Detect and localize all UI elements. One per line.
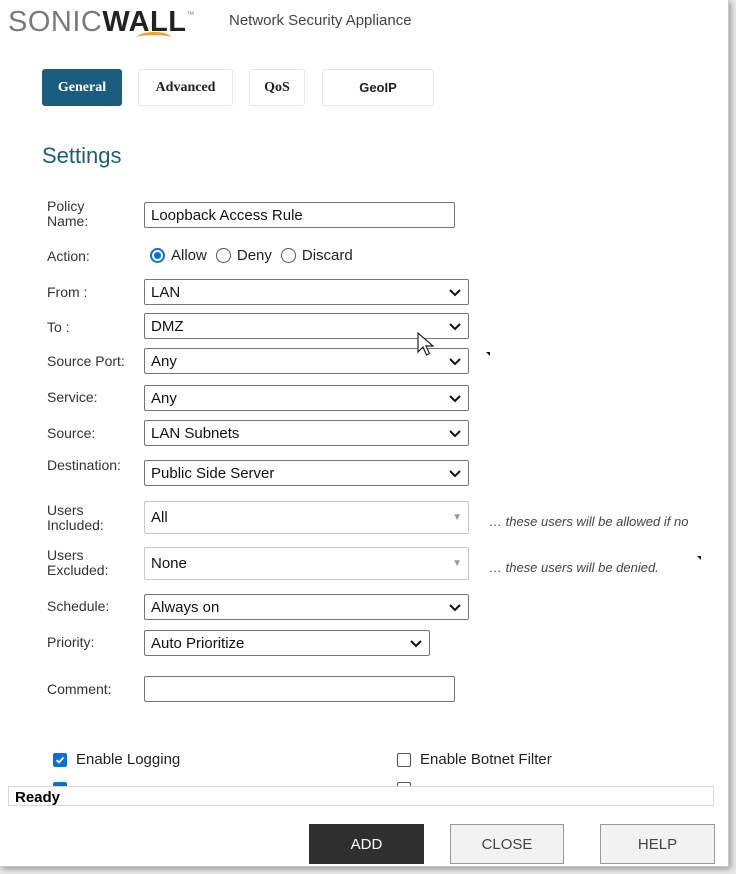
status-text: Ready: [15, 789, 61, 806]
logo-swoosh-icon: [137, 32, 171, 43]
priority-value: Auto Prioritize: [151, 634, 245, 652]
from-label: From :: [47, 284, 88, 300]
radio-deny-button[interactable]: [216, 248, 231, 263]
users-included-label-line2: Included:: [47, 517, 104, 533]
help-button[interactable]: HELP: [600, 824, 715, 864]
priority-select[interactable]: [144, 630, 430, 656]
users-excluded-label: [47, 548, 108, 578]
enable-logging-checkbox[interactable]: [53, 751, 180, 768]
radio-discard-label: Discard: [301, 247, 353, 264]
action-radio-group: [150, 247, 362, 264]
status-bar: [8, 786, 714, 806]
destination-value: Public Side Server: [151, 464, 275, 482]
enable-logging-label: Enable Logging: [76, 751, 181, 768]
users-included-value: All: [151, 509, 168, 526]
users-included-select[interactable]: [144, 501, 469, 534]
policy-name-label-line2: Name:: [47, 213, 89, 229]
corner-mark: [486, 352, 490, 356]
policy-name-label-line1: Policy: [47, 198, 85, 214]
comment-label: Comment:: [47, 681, 112, 697]
users-included-label: [47, 503, 104, 533]
close-button[interactable]: CLOSE: [450, 824, 564, 864]
comment-input[interactable]: [144, 676, 455, 702]
tab-advanced[interactable]: Advanced: [138, 69, 233, 106]
destination-label: Destination:: [47, 457, 121, 473]
users-excluded-note: … these users will be denied.: [489, 560, 659, 575]
chevron-down-icon: [448, 354, 462, 368]
service-label: Service:: [47, 389, 98, 405]
chevron-down-icon: [409, 636, 423, 650]
triangle-down-icon: ▼: [452, 512, 462, 523]
tab-geoip[interactable]: GeoIP: [322, 69, 434, 106]
chevron-down-icon: [448, 285, 462, 299]
add-button[interactable]: ADD: [309, 824, 424, 864]
corner-mark: [697, 556, 701, 560]
schedule-select[interactable]: [144, 594, 469, 620]
service-select[interactable]: [144, 385, 469, 411]
brand-light: SONIC: [8, 6, 103, 38]
radio-allow-button[interactable]: [150, 248, 165, 263]
mouse-cursor-icon: [417, 332, 437, 358]
chevron-down-icon: [448, 319, 462, 333]
tab-general[interactable]: General: [42, 69, 122, 106]
triangle-down-icon: ▼: [452, 558, 462, 569]
enable-botnet-filter-label: Enable Botnet Filter: [420, 751, 552, 768]
schedule-value: Always on: [151, 598, 220, 616]
radio-discard-button[interactable]: [281, 248, 296, 263]
policy-name-label: [47, 199, 88, 229]
action-label: Action:: [47, 248, 90, 264]
sonicwall-logo: [8, 6, 195, 39]
policy-name-value: Loopback Access Rule: [151, 206, 303, 224]
users-excluded-select[interactable]: [144, 547, 469, 580]
brand-bold: WALL: [102, 6, 187, 38]
to-value: DMZ: [151, 317, 184, 335]
source-label: Source:: [47, 425, 96, 441]
users-excluded-label-line2: Excluded:: [47, 562, 109, 578]
tab-qos[interactable]: QoS: [249, 69, 305, 106]
checkmark-icon: [55, 755, 65, 765]
priority-label: Priority:: [47, 634, 95, 650]
radio-allow-label: Allow: [171, 247, 207, 264]
radio-discard[interactable]: [281, 247, 353, 264]
source-select[interactable]: [144, 420, 469, 446]
to-label: To :: [47, 319, 70, 335]
source-port-value: Any: [151, 352, 177, 370]
policy-name-input[interactable]: [144, 202, 455, 228]
users-included-note: … these users will be allowed if no: [489, 514, 689, 529]
from-value: LAN: [151, 283, 181, 301]
checkbox-unchecked-icon[interactable]: [397, 753, 411, 767]
radio-deny[interactable]: [216, 247, 272, 264]
chevron-down-icon: [448, 426, 462, 440]
from-select[interactable]: [144, 279, 469, 305]
chevron-down-icon: [448, 466, 462, 480]
source-value: LAN Subnets: [151, 424, 240, 442]
service-value: Any: [151, 389, 177, 407]
section-title: Settings: [42, 143, 122, 168]
radio-allow[interactable]: [150, 247, 207, 264]
source-port-label: Source Port:: [47, 353, 125, 369]
checkbox-checked-icon[interactable]: [53, 753, 67, 767]
destination-select[interactable]: [144, 460, 469, 486]
radio-deny-label: Deny: [236, 247, 272, 264]
users-excluded-label-line1: Users: [47, 547, 84, 563]
chevron-down-icon: [448, 391, 462, 405]
app-name: Network Security Appliance: [229, 12, 412, 29]
users-excluded-value: None: [151, 555, 187, 572]
enable-botnet-filter-checkbox[interactable]: [397, 751, 552, 768]
schedule-label: Schedule:: [47, 598, 110, 614]
chevron-down-icon: [448, 600, 462, 614]
users-included-label-line1: Users: [47, 502, 84, 518]
brand-trademark: ™: [186, 10, 195, 19]
